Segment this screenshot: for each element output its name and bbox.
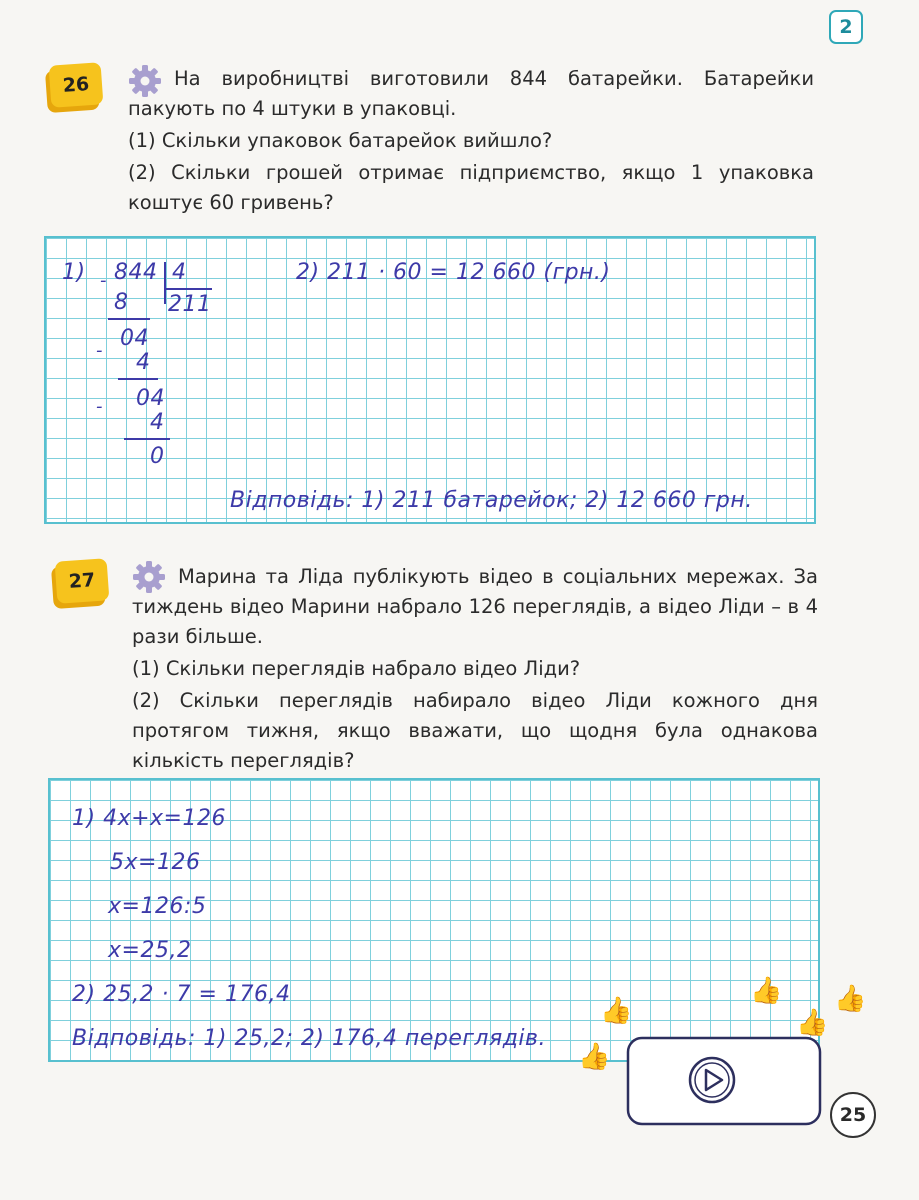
- hw-26-quotient: 211: [168, 292, 212, 317]
- task-27-condition: Марина та Ліда публікують відео в соціальних мережах. За тиждень відео Марини набрало 126 переглядів, а відео Ліди – в 4 рази більше.: [132, 565, 818, 648]
- unit-badge: 2: [829, 10, 863, 44]
- task-27-text: [132, 562, 818, 776]
- hw-26-line-3: [124, 438, 170, 440]
- page-number: 25: [830, 1092, 876, 1138]
- hw-26-divisor-line: [166, 288, 212, 290]
- task-27-number: 27: [55, 558, 110, 604]
- hw-26-label-1: 1): [62, 260, 86, 285]
- hw-26-line-1: [108, 318, 150, 320]
- task-26-number: 26: [49, 62, 104, 108]
- thumbs-up-icon: 👍: [750, 976, 783, 1006]
- task-26-question-1: (1) Скільки упаковок батарейок вийшло?: [128, 129, 553, 152]
- hw-27-line-2: 5x=126: [110, 850, 201, 875]
- hw-26-remainder: 0: [150, 444, 165, 469]
- hw-26-answer: Відповідь: 1) 211 батарейок; 2) 12 660 грн.: [230, 488, 753, 513]
- hw-26-step-2: 04: [120, 326, 149, 351]
- thumbs-up-icon: 👍: [578, 1042, 611, 1072]
- hw-26-minus-3: -: [96, 396, 103, 417]
- hw-26-line-2-calc: 2) 211 · 60 = 12 660 (грн.): [296, 260, 611, 285]
- hw-27-answer: Відповідь: 1) 25,2; 2) 176,4 переглядів.: [72, 1026, 546, 1051]
- thumbs-up-icon: 👍: [600, 996, 633, 1026]
- hw-26-minus-1: -: [100, 270, 107, 291]
- task-26-condition: На виробництві виготовили 844 батарейки. Батарейки пакують по 4 штуки в упаковці.: [128, 67, 814, 120]
- video-frame-icon: [626, 1036, 822, 1126]
- hw-26-step-4: 04: [136, 386, 165, 411]
- hw-26-step-1: 8: [114, 290, 129, 315]
- hw-27-line-1: 1) 4x+x=126: [72, 806, 226, 831]
- hw-26-dividend: 844: [114, 260, 158, 285]
- hw-26-step-5: 4: [150, 410, 165, 435]
- thumbs-up-icon: 👍: [834, 984, 867, 1014]
- hw-26-step-3: 4: [136, 350, 151, 375]
- task-27-question-2: (2) Скільки переглядів набирало відео Ліди кожного дня протягом тижня, якщо вважати, що щодня була однакова кількість переглядів?: [132, 689, 818, 772]
- hw-26-divisor: 4: [172, 260, 187, 285]
- hw-27-line-5: 2) 25,2 · 7 = 176,4: [72, 982, 291, 1007]
- hw-27-line-4: x=25,2: [108, 938, 192, 963]
- task-27-question-1: (1) Скільки переглядів набрало відео Ліди?: [132, 657, 581, 680]
- hw-26-division-bar: [164, 262, 166, 304]
- task-26-text: [128, 64, 814, 218]
- thumbs-up-icon: 👍: [796, 1008, 829, 1038]
- hw-26-line-2: [118, 378, 158, 380]
- hw-27-line-3: x=126:5: [108, 894, 207, 919]
- task-26-question-2: (2) Скільки грошей отримає підприємство, якщо 1 упаковка коштує 60 гривень?: [128, 161, 814, 214]
- hw-26-minus-2: -: [96, 340, 103, 361]
